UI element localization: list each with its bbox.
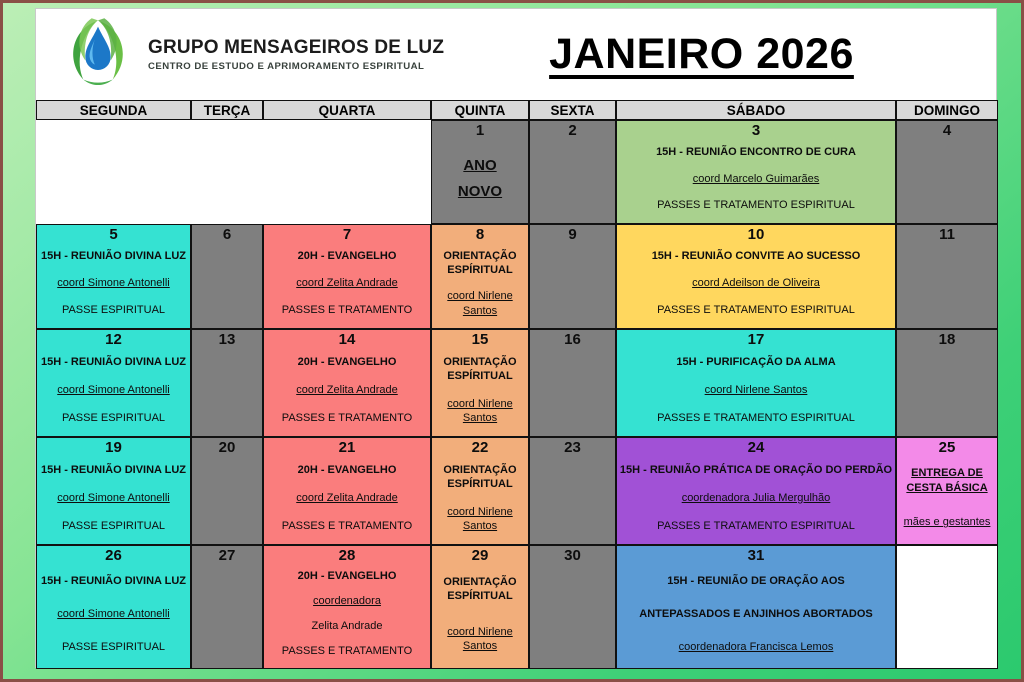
event-line: PASSES E TRATAMENTO ESPIRITUAL	[657, 304, 855, 317]
event-line: coord Simone Antonelli	[57, 491, 170, 504]
event-line: 20H - EVANGELHO	[297, 250, 397, 263]
day-number: 23	[564, 439, 581, 456]
event-lines	[36, 564, 191, 669]
event-line: coord Zelita Andrade	[296, 491, 398, 504]
event-line: ORIENTAÇÃO ESPÍRITUAL	[443, 249, 517, 277]
event-line: 15H - REUNIÃO DE ORAÇÃO AOS	[667, 574, 845, 587]
event-lines	[616, 243, 896, 329]
weekday-friday: SEXTA	[529, 100, 616, 120]
event-line: PASSES E TRATAMENTO ESPIRITUAL	[657, 519, 855, 532]
day-cell-3	[616, 120, 896, 224]
day-number: 8	[475, 226, 485, 243]
month-title: JANEIRO 2026	[549, 30, 854, 78]
weekday-thursday: QUINTA	[431, 100, 529, 120]
day-number: 14	[338, 331, 356, 348]
day-number: 19	[105, 439, 122, 456]
event-line: ANTEPASSADOS E ANJINHOS ABORTADOS	[639, 607, 873, 620]
org-subtitle: CENTRO DE ESTUDO E APRIMORAMENTO ESPIRITUAL	[148, 61, 425, 72]
event-line: coord Simone Antonelli	[57, 383, 170, 396]
event-line: PASSE ESPIRITUAL	[61, 411, 166, 424]
event-lines	[431, 456, 529, 545]
day-number: 5	[109, 226, 118, 243]
event-line: 20H - EVANGELHO	[297, 570, 397, 583]
leaf-water-drop-logo-icon	[60, 14, 136, 95]
day-cell-18	[896, 329, 998, 437]
day-number: 4	[942, 122, 952, 139]
day-number: 17	[747, 331, 765, 348]
event-line: ENTREGA DE CESTA BÁSICA	[906, 467, 988, 494]
calendar-week-row	[36, 224, 996, 329]
event-line: PASSE ESPIRITUAL	[61, 519, 166, 532]
event-line: PASSE ESPIRITUAL	[61, 304, 166, 317]
event-line: PASSES E TRATAMENTO ESPIRITUAL	[657, 199, 855, 212]
event-lines	[616, 139, 896, 224]
calendar-grid	[36, 120, 996, 669]
day-cell-31	[616, 545, 896, 669]
event-line: coord Nirlene Santos	[704, 383, 808, 396]
calendar-week-row	[36, 437, 996, 545]
day-cell-12	[36, 329, 191, 437]
weekday-monday: SEGUNDA	[36, 100, 191, 120]
day-number: 24	[747, 439, 765, 456]
day-cell-25	[896, 437, 998, 545]
event-lines	[616, 456, 896, 545]
event-lines	[263, 348, 431, 437]
day-cell-30	[529, 545, 616, 669]
day-cell-13	[191, 329, 263, 437]
event-line: coord Simone Antonelli	[57, 607, 170, 620]
day-cell-22	[431, 437, 529, 545]
day-number: 21	[338, 439, 356, 456]
day-cell-20	[191, 437, 263, 545]
event-line: 15H - REUNIÃO DIVINA LUZ	[40, 250, 187, 263]
event-line: PASSES E TRATAMENTO ESPIRITUAL	[657, 411, 855, 424]
event-line: PASSES E TRATAMENTO	[281, 519, 413, 532]
event-lines	[431, 564, 529, 669]
day-cell-15	[431, 329, 529, 437]
event-lines	[263, 456, 431, 545]
event-line: coord Adeilson de Oliveira	[692, 277, 820, 290]
event-line: PASSES E TRATAMENTO	[281, 304, 413, 317]
event-line: PASSE ESPIRITUAL	[61, 641, 166, 654]
event-line: PASSES E TRATAMENTO	[281, 411, 413, 424]
calendar-week-row	[36, 329, 996, 437]
day-number: 11	[939, 226, 955, 243]
day-cell-9	[529, 224, 616, 329]
event-lines	[896, 456, 998, 545]
event-lines	[431, 348, 529, 437]
event-line: coord Nirlene Santos	[447, 397, 513, 424]
org-branding	[36, 14, 445, 95]
event-line: 15H - REUNIÃO ENCONTRO DE CURA	[656, 146, 856, 159]
event-line: Zelita Andrade	[311, 620, 383, 633]
day-number: 16	[564, 331, 581, 348]
day-number: 20	[218, 439, 236, 456]
day-cell-11	[896, 224, 998, 329]
event-line: 20H - EVANGELHO	[297, 355, 397, 368]
day-cell-24	[616, 437, 896, 545]
empty-cell	[896, 545, 998, 669]
event-line: ORIENTAÇÃO ESPÍRITUAL	[443, 355, 517, 382]
day-cell-29	[431, 545, 529, 669]
day-number: 2	[568, 122, 577, 139]
calendar-week-row	[36, 120, 996, 224]
event-lines	[616, 564, 896, 669]
day-number: 25	[938, 439, 956, 456]
day-cell-17	[616, 329, 896, 437]
day-cell-7	[263, 224, 431, 329]
day-cell-6	[191, 224, 263, 329]
day-cell-10	[616, 224, 896, 329]
event-line: coord Nirlene Santos	[447, 290, 513, 317]
day-cell-26	[36, 545, 191, 669]
event-line: PASSES E TRATAMENTO	[281, 645, 413, 658]
day-number: 9	[568, 226, 577, 243]
weekday-saturday: SÁBADO	[616, 100, 896, 120]
event-line: 15H - REUNIÃO PRÁTICA DE ORAÇÃO DO PERDÃO	[619, 463, 893, 476]
event-line: mães e gestantes	[903, 516, 991, 529]
weekday-header-row	[36, 100, 996, 120]
day-number: 13	[218, 331, 236, 348]
day-cell-27	[191, 545, 263, 669]
weekday-wednesday: QUARTA	[263, 100, 431, 120]
event-line: coord Marcelo Guimarães	[692, 172, 820, 185]
calendar-week-row	[36, 545, 996, 669]
day-cell-8	[431, 224, 529, 329]
event-line: coord Nirlene Santos	[447, 625, 513, 652]
day-number: 27	[218, 547, 236, 564]
event-line: 15H - REUNIÃO DIVINA LUZ	[40, 355, 187, 368]
day-cell-28	[263, 545, 431, 669]
org-text	[148, 37, 444, 72]
day-cell-21	[263, 437, 431, 545]
empty-cell	[36, 120, 431, 224]
day-number: 7	[342, 226, 352, 243]
event-line: 15H - REUNIÃO CONVITE AO SUCESSO	[651, 250, 861, 263]
event-line: coord Simone Antonelli	[57, 277, 170, 290]
day-number: 15	[471, 331, 489, 348]
event-line: 15H - PURIFICAÇÃO DA ALMA	[676, 355, 836, 368]
day-number: 3	[751, 122, 761, 139]
weekday-sunday: DOMINGO	[896, 100, 998, 120]
event-lines	[616, 348, 896, 437]
event-line: coord Zelita Andrade	[296, 383, 398, 396]
event-line: 15H - REUNIÃO DIVINA LUZ	[40, 574, 187, 587]
event-lines	[431, 243, 529, 329]
event-lines	[36, 348, 191, 437]
day-cell-19	[36, 437, 191, 545]
day-cell-2	[529, 120, 616, 224]
day-cell-14	[263, 329, 431, 437]
day-cell-16	[529, 329, 616, 437]
event-line: coordenadora	[313, 595, 381, 608]
event-lines	[263, 564, 431, 669]
day-number: 18	[938, 331, 956, 348]
event-line: 15H - REUNIÃO DIVINA LUZ	[40, 463, 187, 476]
event-line: ORIENTAÇÃO ESPÍRITUAL	[443, 463, 517, 490]
day-number: 6	[222, 226, 232, 243]
day-number: 22	[471, 439, 489, 456]
org-name: GRUPO MENSAGEIROS DE LUZ	[148, 37, 445, 58]
day-number: 12	[105, 331, 122, 348]
event-line: coord Nirlene Santos	[447, 505, 513, 532]
day-number: 1	[475, 122, 485, 139]
event-lines	[431, 139, 529, 224]
event-line: coordenadora Francisca Lemos	[678, 641, 834, 654]
day-number: 29	[471, 547, 489, 564]
poster-header	[36, 9, 996, 100]
day-number: 26	[105, 547, 122, 564]
day-cell-1	[431, 120, 529, 224]
day-cell-23	[529, 437, 616, 545]
day-number: 10	[747, 226, 765, 243]
day-number: 31	[747, 547, 765, 564]
event-line: coord Zelita Andrade	[296, 277, 398, 290]
event-lines	[36, 243, 191, 329]
event-line: 20H - EVANGELHO	[297, 463, 397, 476]
calendar-poster	[35, 8, 997, 668]
weekday-tuesday: TERÇA	[191, 100, 263, 120]
day-number: 28	[338, 547, 356, 564]
event-line: ANO NOVO	[457, 156, 503, 200]
event-line: ORIENTAÇÃO ESPÍRITUAL	[443, 575, 517, 602]
event-lines	[263, 243, 431, 329]
event-lines	[36, 456, 191, 545]
day-number: 30	[564, 547, 581, 564]
day-cell-4	[896, 120, 998, 224]
day-cell-5	[36, 224, 191, 329]
event-line: coordenadora Julia Mergulhão	[681, 491, 831, 504]
